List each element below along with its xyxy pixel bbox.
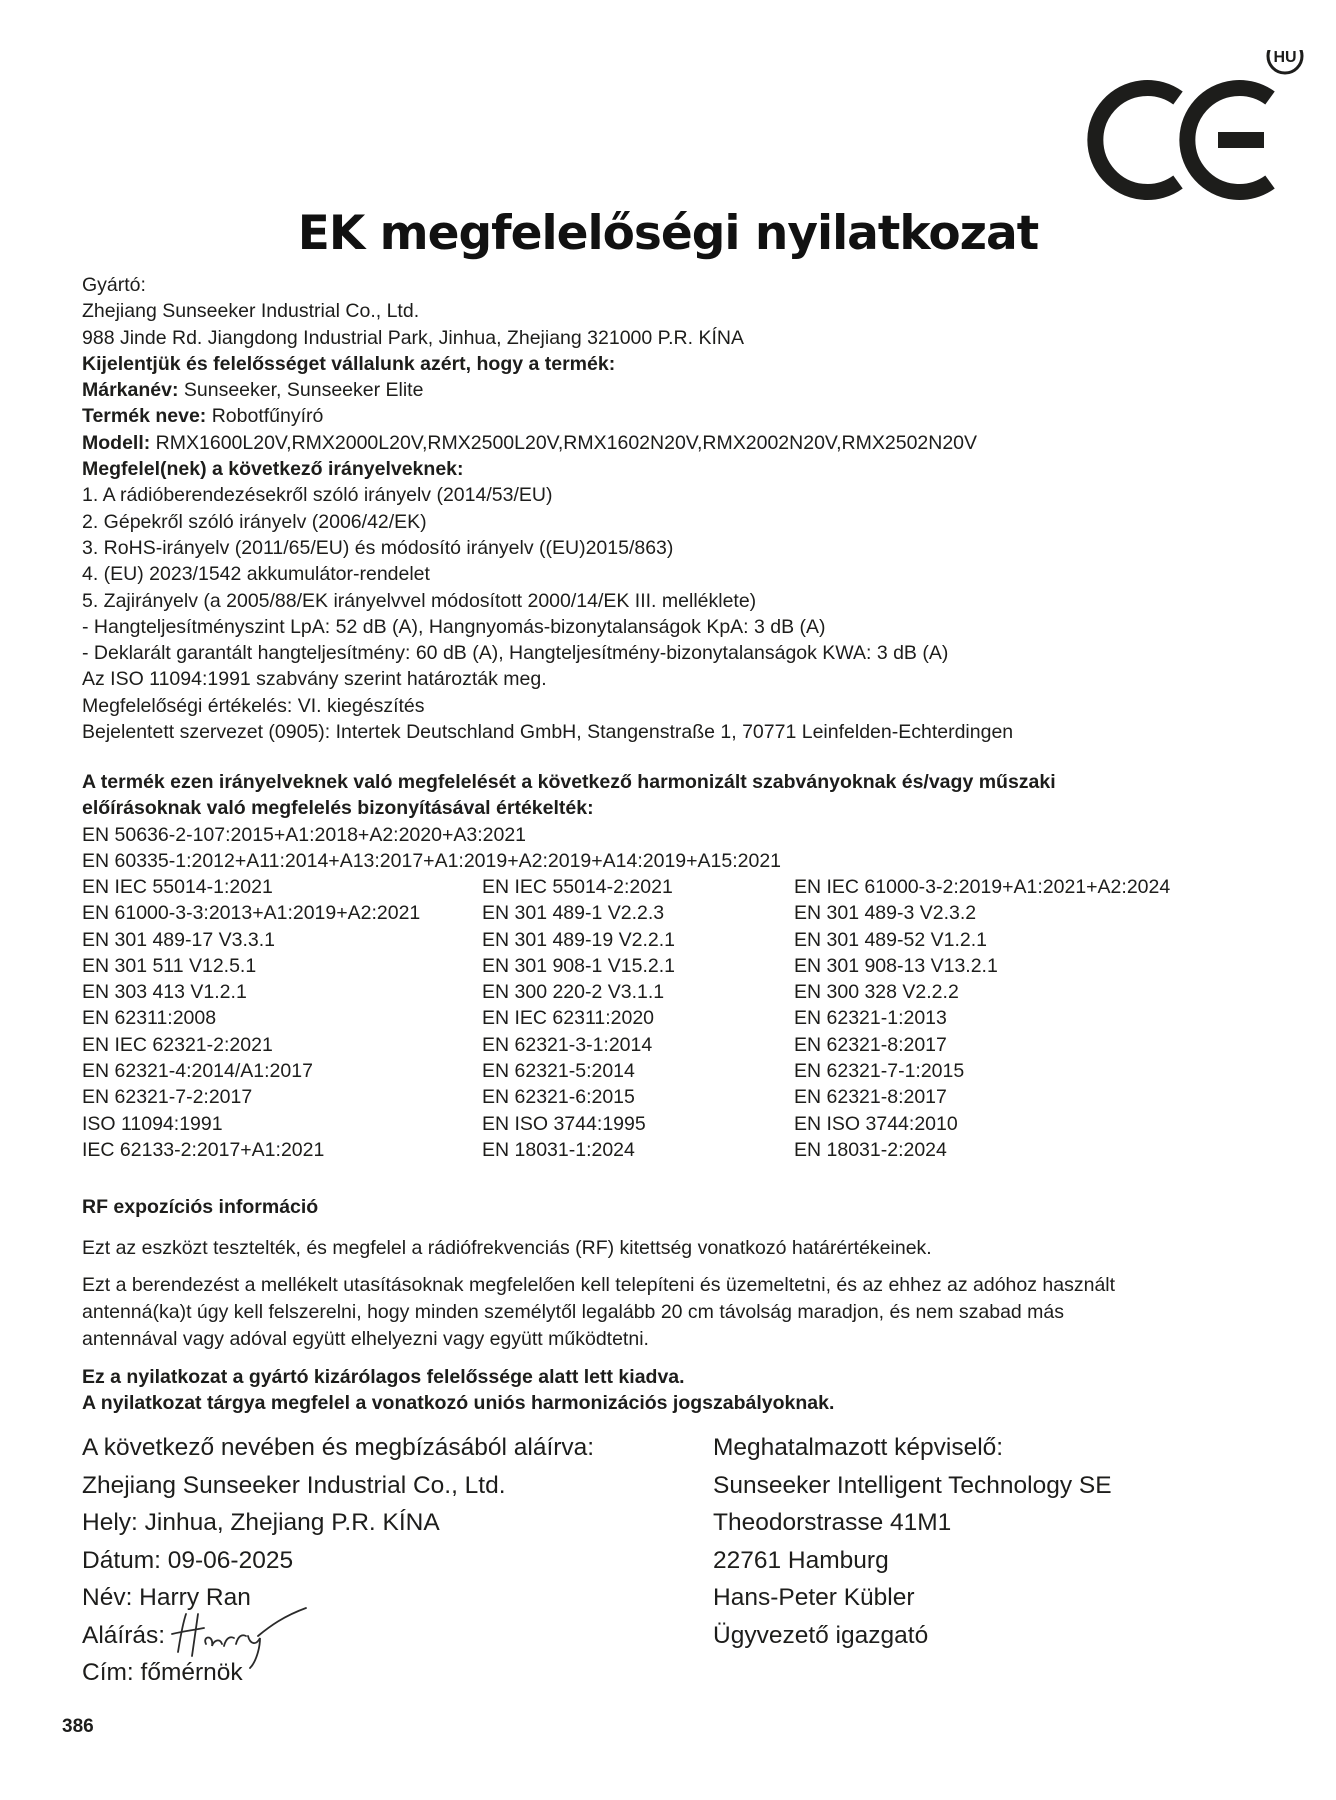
product-name-line: Termék neve: Robotfűnyíró (82, 405, 324, 428)
rf-paragraph-1: Ezt az eszközt tesztelték, és megfelel a rádiófrekvenciás (RF) kitettség vonatkozó határértékeinek. (82, 1237, 932, 1259)
ce-mark-logo (1070, 50, 1310, 210)
representative-company: Sunseeker Intelligent Technology SE (713, 1471, 1112, 1499)
manufacturer-name: Zhejiang Sunseeker Industrial Co., Ltd. (82, 300, 420, 323)
directive-item: Bejelentett szervezet (0905): Intertek Deutschland GmbH, Stangenstraße 1, 70771 Leinfelden-Echterdingen (82, 721, 1014, 744)
directive-item: 5. Zajirányelv (a 2005/88/EK irányelvvel módosított 2000/14/EK III. melléklete) (82, 589, 757, 612)
responsibility-statement: Ez a nyilatkozat a gyártó kizárólagos felelőssége alatt lett kiadva. A nyilatkozat tárgya megfelel a vonatkozó uniós harmonizációs jogszabályoknak. (82, 1366, 835, 1414)
standards-row: EN 61000-3-3:2013+A1:2019+A2:2021 EN 301 489-1 V2.2.3 EN 301 489-3 V2.3.2 (82, 902, 977, 925)
standards-row: EN IEC 62321-2:2021 EN 62321-3-1:2014 EN 62321-8:2017 (82, 1033, 947, 1056)
standards-row: EN IEC 55014-1:2021 EN IEC 55014-2:2021 EN IEC 61000-3-2:2019+A1:2021+A2:2024 (82, 876, 1171, 898)
signatory-company: Zhejiang Sunseeker Industrial Co., Ltd. (82, 1471, 506, 1499)
page-number: 386 (62, 1716, 94, 1737)
standards-row: EN 62311:2008 EN IEC 62311:2020 EN 62321-1:2013 (82, 1007, 947, 1030)
representative-name: Hans-Peter Kübler (713, 1584, 915, 1611)
directives-heading: Megfelel(nek) a következő irányelveknek: (82, 458, 464, 481)
directive-item: - Hangteljesítményszint LpA: 52 dB (A), Hangnyomás-bizonytalanságok KpA: 3 dB (A) (82, 615, 826, 638)
standards-row: EN 62321-4:2014/A1:2017 EN 62321-5:2014 EN 62321-7-1:2015 (82, 1060, 965, 1083)
representative-street: Theodorstrasse 41M1 (713, 1509, 952, 1536)
handwritten-signature (166, 1600, 316, 1670)
signed-on-behalf: A következő nevében és megbízásából aláírva: (82, 1434, 595, 1461)
directive-item: - Deklarált garantált hangteljesítmény: 60 dB (A), Hangteljesítmény-bizonytalanságok KWA: 3 dB (A) (82, 642, 949, 665)
signature-label: Aláírás: (82, 1621, 166, 1649)
representative-heading: Meghatalmazott képviselő: (713, 1434, 1004, 1461)
country-badge-text: HU (1273, 50, 1297, 66)
signature-stroke (172, 1608, 306, 1668)
directive-item: Megfelelőségi értékelés: VI. kiegészítés (82, 694, 425, 717)
directive-item: 2. Gépekről szóló irányelv (2006/42/EK) (82, 510, 427, 533)
ce-letter-e-bar (1218, 132, 1264, 148)
page-title: EK megfelelőségi nyilatkozat (297, 206, 1039, 261)
signatory-name: Név: Harry Ran (82, 1584, 251, 1611)
directive-item: 3. RoHS-irányelv (2011/65/EU) és módosító irányelv ((EU)2015/863) (82, 536, 674, 559)
manufacturer-address: 988 Jinde Rd. Jiangdong Industrial Park, Jinhua, Zhejiang 321000 P.R. KÍNA (82, 326, 744, 349)
signatory-place: Hely: Jinhua, Zhejiang P.R. KÍNA (82, 1509, 440, 1536)
representative-role: Ügyvezető igazgató (713, 1621, 929, 1649)
standards-row: EN 62321-7-2:2017 EN 62321-6:2015 EN 62321-8:2017 (82, 1086, 947, 1109)
manufacturer-label: Gyártó: (82, 274, 146, 296)
signatory-date: Dátum: 09-06-2025 (82, 1546, 294, 1574)
model-line: Modell: RMX1600L20V,RMX2000L20V,RMX2500L20V,RMX1602N20V,RMX2002N20V,RMX2502N20V (82, 431, 978, 454)
rf-section-title: RF expozíciós információ (82, 1196, 319, 1218)
standards-heading: A termék ezen irányelveknek való megfelelését a következő harmonizált szabványoknak és/vagy műszaki előírásoknak való megfelelés bizonyításával értékelték: EN 50636-2-107:2015+A1:2018+A2:2020+A3:2021 EN 60335-1:2012+A11:2014+A13:2017+A1:2019+A2:2019+A14:2019+A15:2021 (82, 769, 1262, 874)
representative-city: 22761 Hamburg (713, 1546, 889, 1574)
rf-paragraph-2: Ezt a berendezést a mellékelt utasításoknak megfelelően kell telepíteni és üzemeltetni, és az ehhez az adóhoz használt antenná(ka)t úgy kell felszerelni, hogy minden személytől legalább 20 cm távolság maradjon, és nem szabad más antennával vagy adóval együtt elhelyezni vagy együtt működtetni. (82, 1274, 1116, 1350)
standard-full: EN 60335-1:2012+A11:2014+A13:2017+A1:2019+A2:2019+A14:2019+A15:2021 (82, 849, 782, 872)
standards-row: EN 303 413 V1.2.1 EN 300 220-2 V3.1.1 EN 300 328 V2.2.2 (82, 981, 959, 1004)
standard-full: EN 50636-2-107:2015+A1:2018+A2:2020+A3:2021 (82, 823, 527, 846)
ce-letter-c (1095, 88, 1178, 192)
representative-block (713, 1429, 1112, 1654)
signatory-block (82, 1429, 594, 1692)
signatory-title: Cím: főmérnök (82, 1659, 243, 1686)
standards-table (82, 874, 1282, 1163)
standards-row: ISO 11094:1991 EN ISO 3744:1995 EN ISO 3744:2010 (82, 1112, 958, 1135)
declaration-block (82, 272, 1262, 745)
declaration-statement: Kijelentjük és felelősséget vállalunk azért, hogy a termék: (82, 352, 616, 375)
directive-item: Az ISO 11094:1991 szabvány szerint határozták meg. (82, 668, 547, 691)
standards-row: EN 301 489-17 V3.3.1 EN 301 489-19 V2.2.1 EN 301 489-52 V1.2.1 (82, 928, 987, 951)
directive-item: 1. A rádióberendezésekről szóló irányelv (2014/53/EU) (82, 484, 553, 507)
standards-row: IEC 62133-2:2017+A1:2021 EN 18031-1:2024 EN 18031-2:2024 (82, 1138, 947, 1161)
brand-line: Márkanév: Sunseeker, Sunseeker Elite (82, 379, 424, 402)
directive-item: 4. (EU) 2023/1542 akkumulátor-rendelet (82, 563, 430, 586)
standards-row: EN 301 511 V12.5.1 EN 301 908-1 V15.2.1 EN 301 908-13 V13.2.1 (82, 954, 998, 977)
